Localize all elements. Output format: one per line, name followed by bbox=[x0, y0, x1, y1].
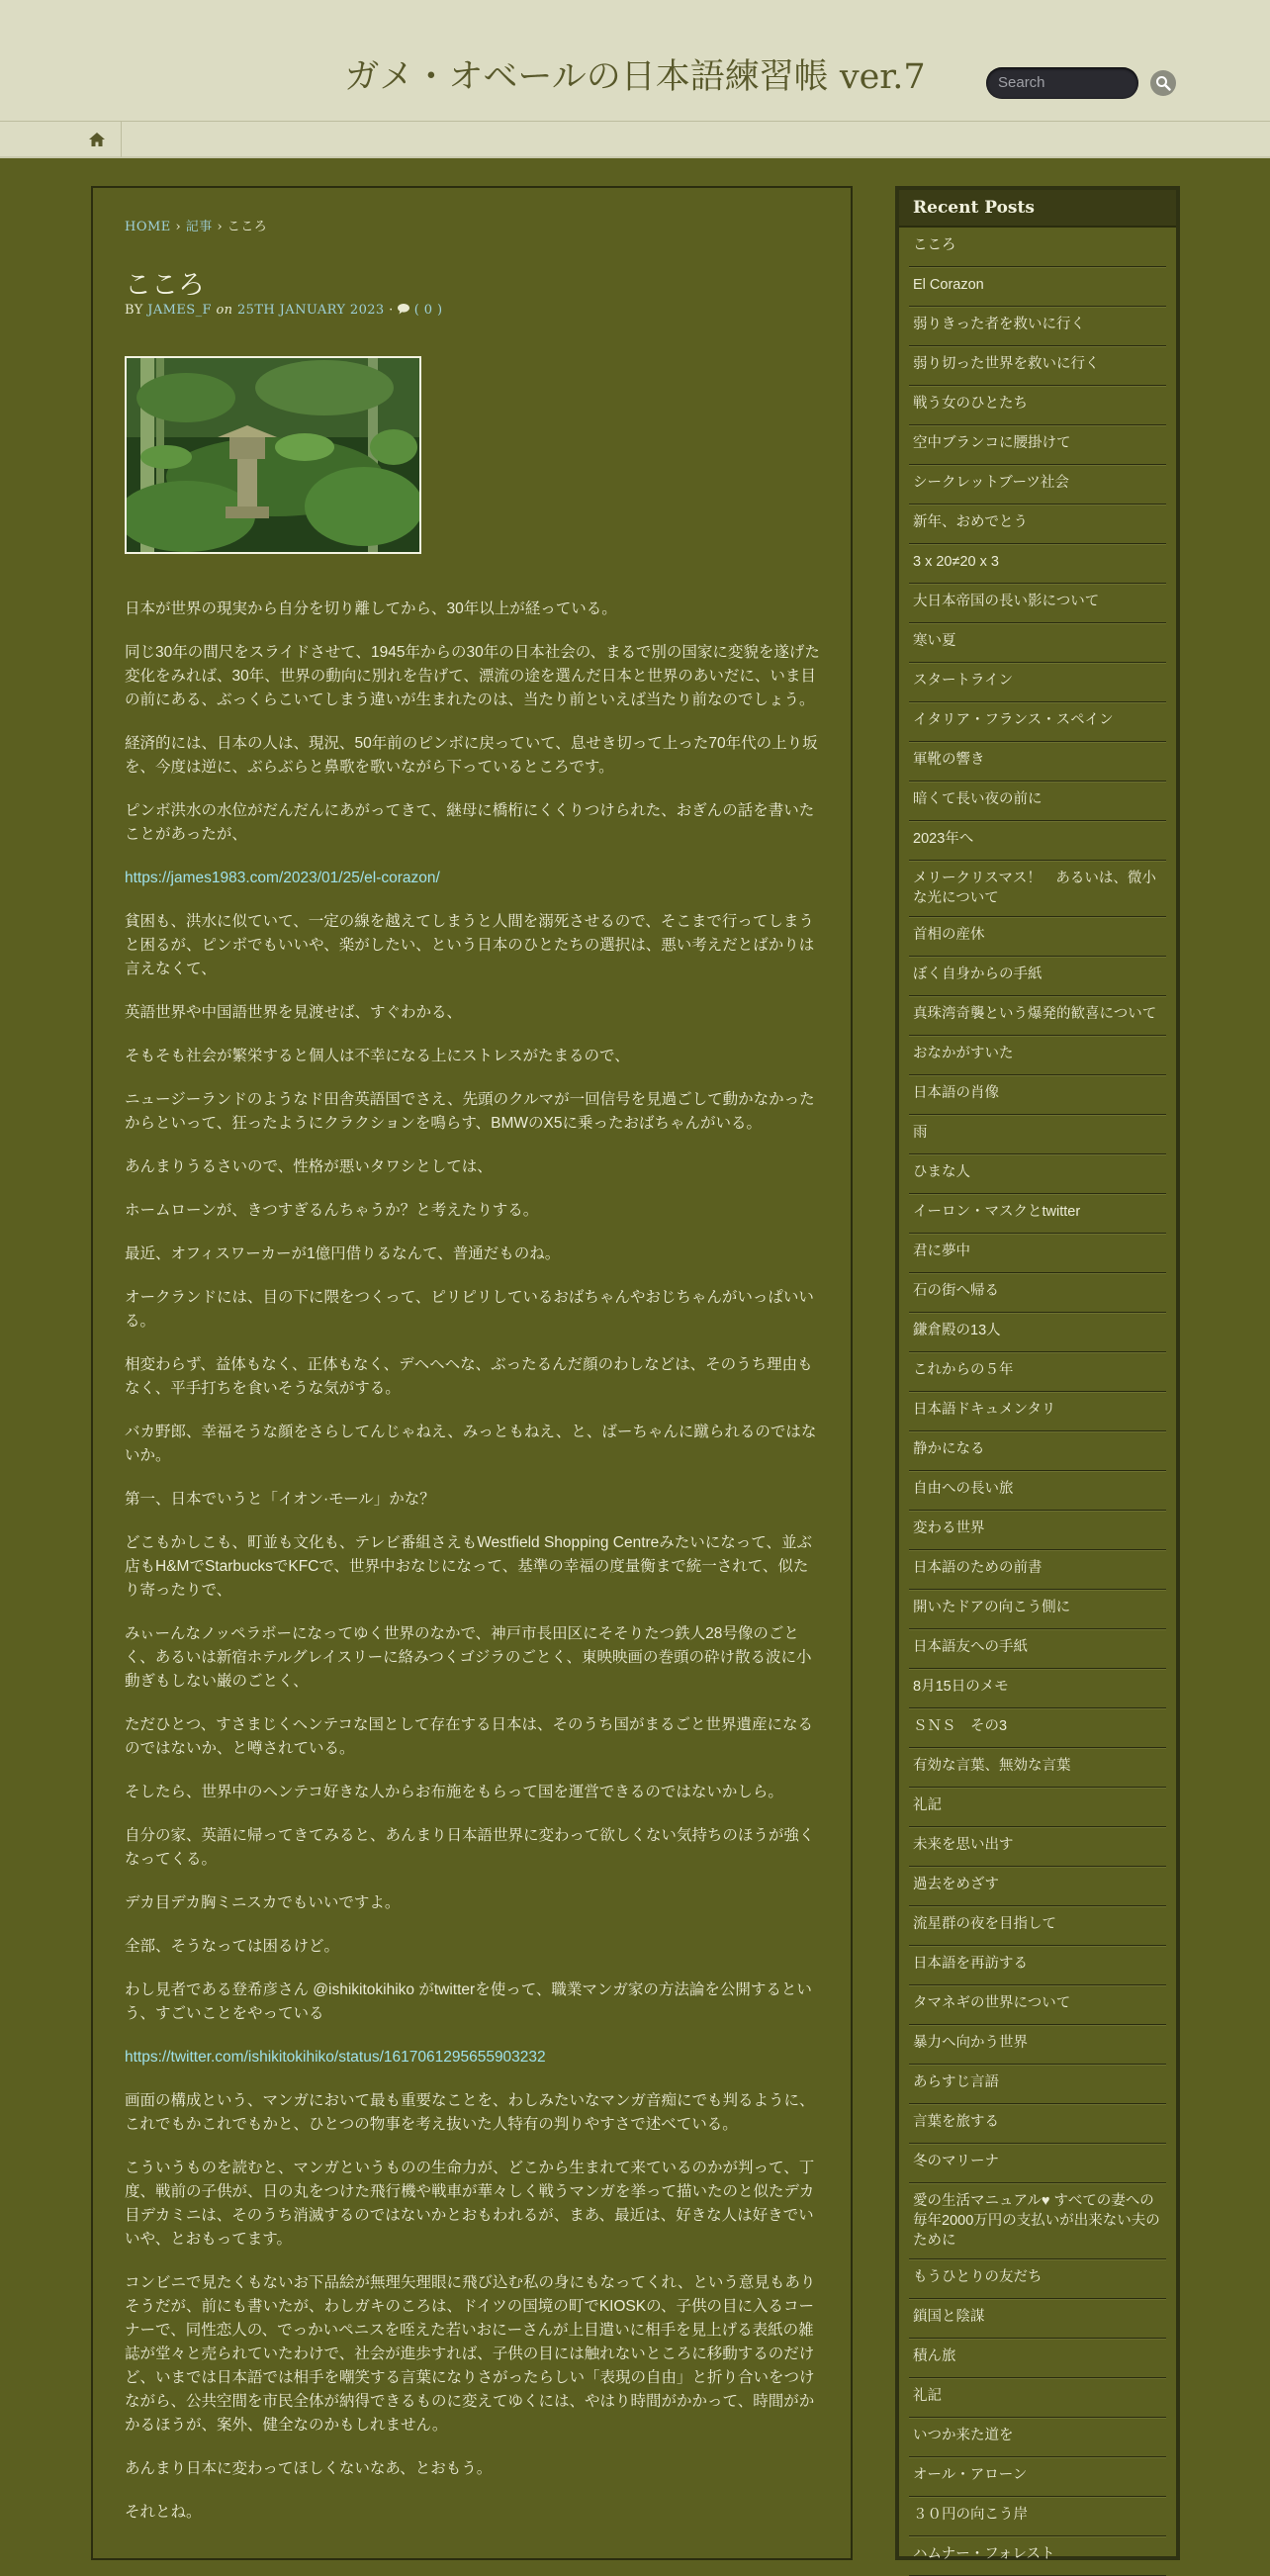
recent-post-link[interactable]: ３０円の向こう岸 bbox=[909, 2497, 1166, 2536]
recent-post-link[interactable]: オール・アローン bbox=[909, 2457, 1166, 2497]
meta-dot: · bbox=[389, 303, 394, 318]
post-paragraph: どこもかしこも、町並も文化も、テレビ番組さえもWestfield Shopping Centreみたいになって、並ぶ店もH&MでStarbucksでKFCで、世界中おなじになって、基準の幸福の度量衡まで統一されて、似たり寄ったりで、 bbox=[125, 1534, 812, 1599]
main-article bbox=[91, 186, 853, 2560]
post-paragraph: オークランドには、目の下に隈をつくって、ピリピリしているおばちゃんやおじちゃんがいっぱいいる。 bbox=[125, 1289, 814, 1330]
recent-post-link[interactable]: 過去をめざす bbox=[909, 1867, 1166, 1906]
search-input[interactable]: Search bbox=[986, 67, 1138, 99]
recent-post-link[interactable]: タマネギの世界について bbox=[909, 1985, 1166, 2025]
recent-post-link[interactable]: おなかがすいた bbox=[909, 1036, 1166, 1075]
sidebar-heading: Recent Posts bbox=[899, 190, 1176, 228]
recent-post-link[interactable]: いつか来た道を bbox=[909, 2418, 1166, 2457]
post-paragraph: そもそも社会が繁栄すると個人は不幸になる上にストレスがたまるので、 bbox=[125, 1048, 630, 1064]
recent-post-link[interactable]: 弱りきった者を救いに行く bbox=[909, 307, 1166, 346]
post-featured-image[interactable] bbox=[125, 356, 421, 554]
post-paragraph: 経済的には、日本の人は、現況、50年前のピンボに戻っていて、息せき切って上った70年代の上り坂を、今度は逆に、ぶらぶらと鼻歌を歌いながら下っているところです。 bbox=[125, 735, 818, 776]
recent-post-link[interactable]: イタリア・フランス・スペイン bbox=[909, 702, 1166, 742]
breadcrumb-sep: › bbox=[217, 220, 224, 234]
post-title: こころ bbox=[125, 270, 205, 301]
post-paragraph bbox=[125, 2046, 823, 2070]
recent-post-link[interactable]: 変わる世界 bbox=[909, 1511, 1166, 1550]
recent-post-link[interactable]: イーロン・マスクとtwitter bbox=[909, 1194, 1166, 1234]
recent-post-link[interactable]: 暴力へ向かう世界 bbox=[909, 2025, 1166, 2065]
recent-post-link[interactable]: 未来を思い出す bbox=[909, 1827, 1166, 1867]
recent-post-link[interactable]: 冬のマリーナ bbox=[909, 2144, 1166, 2183]
post-paragraph: ホームローンが、きつすぎるんちゃうか？と考えたりする。 bbox=[125, 1202, 539, 1219]
recent-post-link[interactable]: 自由への長い旅 bbox=[909, 1471, 1166, 1511]
recent-post-link[interactable]: 鎌倉殿の13人 bbox=[909, 1313, 1166, 1352]
breadcrumb-current: こころ bbox=[227, 220, 268, 234]
site-title[interactable]: ガメ・オベールの日本語練習帳 ver.7 bbox=[344, 57, 926, 97]
search-icon bbox=[1155, 75, 1171, 91]
post-paragraph: そしたら、世界中のヘンテコ好きな人からお布施をもらって国を運営できるのではないかしら。 bbox=[125, 1784, 783, 1800]
recent-post-link[interactable]: 空中ブランコに腰掛けて bbox=[909, 425, 1166, 465]
recent-post-link[interactable]: 戦う女のひとたち bbox=[909, 386, 1166, 425]
recent-post-link[interactable]: 鎖国と陰謀 bbox=[909, 2299, 1166, 2339]
recent-posts-list bbox=[899, 228, 1176, 2576]
recent-post-link[interactable]: 真珠湾奇襲という爆発的歓喜について bbox=[909, 996, 1166, 1036]
recent-post-link[interactable]: 雨 bbox=[909, 1115, 1166, 1154]
garden-lantern-photo bbox=[127, 358, 419, 552]
recent-post-link[interactable]: 石の街へ帰る bbox=[909, 1273, 1166, 1313]
post-paragraph: こういうものを読むと、マンガというものの生命力が、どこから生まれて来ているのかが判って、丁度、戦前の子供が、日の丸をつけた飛行機や戦車が華々しく戦うマンガを挙って描いたのと似たデカ目デカミニは、そのうち消滅するのではないかとおもわれるが、まあ、最近は、好きな人は好きでいいや、とおもってます。 bbox=[125, 2160, 815, 2248]
comments-link[interactable] bbox=[398, 303, 442, 318]
recent-post-link[interactable]: ひまな人 bbox=[909, 1154, 1166, 1194]
recent-post-link[interactable]: 積ん旅 bbox=[909, 2339, 1166, 2378]
recent-post-link[interactable]: ＳＮＳ その3 bbox=[909, 1708, 1166, 1748]
post-paragraph: ピンボ洪水の水位がだんだんにあがってきて、継母に橋桁にくくりつけられた、おぎんの話を書いたことがあったが、 bbox=[125, 802, 815, 843]
site-header bbox=[0, 0, 1270, 121]
recent-post-link[interactable]: 大日本帝国の長い影について bbox=[909, 584, 1166, 623]
post-paragraph bbox=[125, 867, 823, 890]
recent-post-link[interactable]: 愛の生活マニュアル♥ すべての妻への毎年2000万円の支払いが出来ない夫のために bbox=[909, 2183, 1166, 2259]
post-paragraph: 貧困も、洪水に似ていて、一定の線を越えてしまうと人間を溺死させるので、そこまで行ってしまうと困るが、ピンボでもいいや、楽がしたい、という日本のひとたちの選択は、悪い考えだとばかりは言えなくて、 bbox=[125, 913, 815, 977]
post-paragraph: 最近、オフィスワーカーが1億円借りるなんて、普通だものね。 bbox=[125, 1245, 561, 1262]
search-button[interactable] bbox=[1150, 70, 1176, 96]
recent-post-link[interactable]: 有効な言葉、無効な言葉 bbox=[909, 1748, 1166, 1788]
recent-post-link[interactable]: 3 x 20≠20 x 3 bbox=[909, 544, 1166, 584]
recent-post-link[interactable]: ぼく自身からの手紙 bbox=[909, 957, 1166, 996]
post-paragraph: それとね。 bbox=[125, 2504, 202, 2521]
home-icon bbox=[89, 133, 105, 146]
post-paragraph: あんまりうるさいので、性格が悪いタワシとしては、 bbox=[125, 1158, 493, 1175]
recent-post-link[interactable]: 日本語友への手紙 bbox=[909, 1629, 1166, 1669]
post-paragraph: デカ目デカ胸ミニスカでもいいですよ。 bbox=[125, 1894, 401, 1911]
post-paragraph: コンビニで見たくもないお下品絵が無理矢理眼に飛び込む私の身にもなってくれ、という意見もありそうだが、前にも書いたが、わしガキのころは、ドイツの国境の町でKIOSKの、子供の目に入るコーナーで、同性恋人の、でっかいペニスを咥えた若いおにーさんが上目遣いに相手を見上げる表紙の雑誌が堂々と売られていたわけで、社会が進歩すれば、子供の目には触れないところに移動するのだけど、いまでは日本語では相手を嘲笑する言葉になりさがったらしい「表現の自由」と折り合いをつけながら、公共空間を市民全体が納得できるものに変えてゆくには、やはり時間がかかって、時間がかかるほうが、案外、健全なのかもしれません。 bbox=[125, 2274, 816, 2434]
post-paragraph: ニュージーランドのようなド田舎英語国でさえ、先頭のクルマが一回信号を見過ごして動かなかったからといって、狂ったようにクラクションを鳴らす、BMWのX5に乗ったおばちゃんがいる。 bbox=[125, 1091, 815, 1132]
recent-post-link[interactable]: 8月15日のメモ bbox=[909, 1669, 1166, 1708]
post-paragraph: 自分の家、英語に帰ってきてみると、あんまり日本語世界に変わって欲しくない気持ちのほうが強くなってくる。 bbox=[125, 1827, 815, 1868]
post-content bbox=[125, 598, 823, 2544]
post-paragraph: 全部、そうなっては困るけど。 bbox=[125, 1938, 340, 1955]
post-paragraph: みぃーんなノッペラボーになってゆく世界のなかで、神戸市長田区にそそりたつ鉄人28号像のごとく、あるいは新宿ホテルグレイスリーに絡みつくゴジラのごとく、東映映画の巻頭の砕け散る波に小動ぎもしない巌のごとく、 bbox=[125, 1625, 812, 1690]
post-author-link[interactable]: JAMES_F bbox=[147, 303, 212, 318]
recent-post-link[interactable]: これからの５年 bbox=[909, 1352, 1166, 1392]
recent-post-link[interactable]: 日本語ドキュメンタリ bbox=[909, 1392, 1166, 1431]
post-paragraph: バカ野郎、幸福そうな顔をさらしてんじゃねえ、みっともねえ、と、ばーちゃんに蹴られるのではないか。 bbox=[125, 1424, 817, 1464]
recent-post-link[interactable]: 首相の産休 bbox=[909, 917, 1166, 957]
recent-post-link[interactable]: 開いたドアの向こう側に bbox=[909, 1590, 1166, 1629]
recent-post-link[interactable]: 日本語を再訪する bbox=[909, 1946, 1166, 1985]
post-paragraph: 第一、日本でいうと「イオン·モール」かな？ bbox=[125, 1491, 435, 1508]
breadcrumb-sep: › bbox=[175, 220, 182, 234]
recent-post-link[interactable]: 静かになる bbox=[909, 1431, 1166, 1471]
comments-count: ( 0 ) bbox=[413, 303, 443, 318]
recent-post-link[interactable]: シークレットブーツ社会 bbox=[909, 465, 1166, 505]
post-link[interactable]: https://twitter.com/ishikitokihiko/status/1617061295655903232 bbox=[125, 2049, 546, 2066]
recent-post-link[interactable]: 礼記 bbox=[909, 1788, 1166, 1827]
post-link[interactable]: https://james1983.com/2023/01/25/el-corazon/ bbox=[125, 870, 440, 886]
recent-post-link[interactable]: メリークリスマス！ あるいは、微小な光について bbox=[909, 861, 1166, 917]
post-date-link[interactable]: 25TH JANUARY 2023 bbox=[237, 303, 385, 318]
meta-by: BY bbox=[125, 303, 143, 318]
breadcrumb-home[interactable]: HOME bbox=[125, 220, 171, 234]
recent-post-link[interactable]: スタートライン bbox=[909, 663, 1166, 702]
recent-post-link[interactable]: 軍靴の響き bbox=[909, 742, 1166, 782]
post-paragraph: ただひとつ、すさまじくヘンテコな国として存在する日本は、そのうち国がまるごと世界遺産になるのではないか、と噂されている。 bbox=[125, 1716, 813, 1757]
recent-post-link[interactable]: 日本語の肖像 bbox=[909, 1075, 1166, 1115]
recent-post-link[interactable]: 流星群の夜を目指して bbox=[909, 1906, 1166, 1946]
post-paragraph: 同じ30年の間尺をスライドさせて、1945年からの30年の日本社会の、まるで別の国家に変貌を遂げた変化をみれば、30年、世界の動向に別れを告げて、漂流の途を選んだ日本と世界のあいだに、いま目の前にある、ぶっくらこいてしまう違いが生まれたのは、当たり前といえば当たり前なのでしょう。 bbox=[125, 644, 820, 708]
recent-post-link[interactable]: 2023年へ bbox=[909, 821, 1166, 861]
post-meta bbox=[125, 303, 442, 318]
breadcrumb bbox=[125, 216, 267, 234]
recent-post-link[interactable]: 君に夢中 bbox=[909, 1234, 1166, 1273]
recent-post-link[interactable]: あらすじ言語 bbox=[909, 2065, 1166, 2104]
post-paragraph: 日本が世界の現実から自分を切り離してから、30年以上が経っている。 bbox=[125, 600, 617, 617]
post-paragraph: 英語世界や中国語世界を見渡せば、すぐわかる、 bbox=[125, 1004, 463, 1021]
recent-post-link[interactable]: 暗くて長い夜の前に bbox=[909, 782, 1166, 821]
home-nav-link[interactable] bbox=[73, 122, 122, 157]
recent-post-link[interactable]: 弱り切った世界を救いに行く bbox=[909, 346, 1166, 386]
recent-post-link[interactable]: 寒い夏 bbox=[909, 623, 1166, 663]
meta-on: on bbox=[216, 303, 233, 318]
recent-post-link[interactable]: El Corazon bbox=[909, 267, 1166, 307]
post-paragraph: 画面の構成という、マンガにおいて最も重要なことを、わしみたいなマンガ音痴にでも判るように、これでもかこれでもかと、ひとつの物事を考え抜いた人特有の判りやすさで述べている。 bbox=[125, 2092, 815, 2133]
comment-icon bbox=[398, 304, 409, 315]
recent-post-link[interactable]: 新年、おめでとう bbox=[909, 505, 1166, 544]
recent-post-link[interactable]: 礼記 bbox=[909, 2378, 1166, 2418]
post-paragraph: あんまり日本に変わってほしくないなあ、とおもう。 bbox=[125, 2460, 493, 2477]
post-paragraph: 相変わらず、益体もなく、正体もなく、デヘヘヘな、ぶったるんだ顔のわしなどは、そのうち理由もなく、平手打ちを食いそうな気がする。 bbox=[125, 1356, 813, 1397]
recent-post-link[interactable]: こころ bbox=[909, 228, 1166, 267]
recent-post-link[interactable]: 言葉を旅する bbox=[909, 2104, 1166, 2144]
sidebar-recent-posts bbox=[895, 186, 1180, 2560]
recent-post-link[interactable]: 日本語のための前書 bbox=[909, 1550, 1166, 1590]
main-navbar bbox=[0, 121, 1270, 158]
recent-post-link[interactable]: もうひとりの友だち bbox=[909, 2259, 1166, 2299]
breadcrumb-category[interactable]: 記事 bbox=[185, 220, 213, 234]
post-paragraph: わし見者である登希彦さん @ishikitokihiko がtwitterを使って、職業マンガ家の方法論を公開するという、すごいことをやっている bbox=[125, 1981, 812, 2022]
recent-post-link[interactable]: ハムナー・フォレスト bbox=[909, 2536, 1166, 2576]
